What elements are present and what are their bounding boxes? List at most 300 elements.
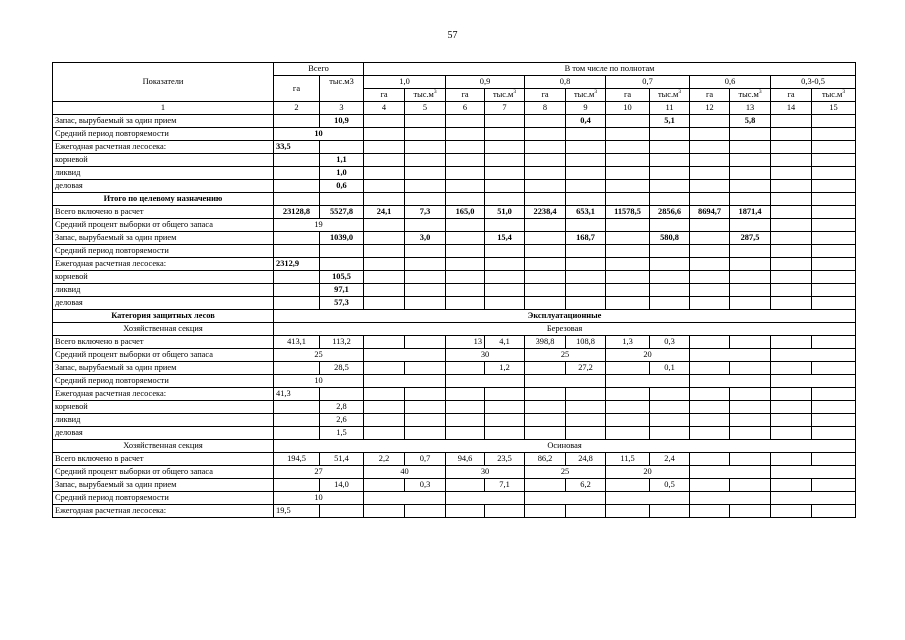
table-cell bbox=[274, 271, 320, 284]
column-number: 6 bbox=[446, 102, 485, 115]
table-row bbox=[53, 336, 856, 349]
table-cell bbox=[606, 271, 650, 284]
section-value: Эксплуатационные bbox=[274, 310, 856, 323]
table-row bbox=[53, 362, 856, 375]
table-cell bbox=[274, 245, 320, 258]
row-label: Ежегодная расчетная лесосека: bbox=[53, 258, 274, 271]
table-row bbox=[53, 427, 856, 440]
table-cell bbox=[606, 284, 650, 297]
table-cell bbox=[690, 115, 730, 128]
table-cell-spanned bbox=[446, 492, 525, 505]
row-label: корневой bbox=[53, 154, 274, 167]
row-label: Запас, вырубаемый за один прием bbox=[53, 479, 274, 492]
table-cell-spanned: 40 bbox=[364, 466, 446, 479]
table-cell bbox=[364, 219, 405, 232]
table-cell bbox=[812, 245, 856, 258]
table-cell: 6,2 bbox=[566, 479, 606, 492]
table-cell bbox=[485, 128, 525, 141]
table-cell: 0,5 bbox=[650, 479, 690, 492]
table-cell: 19,5 bbox=[274, 505, 320, 518]
table-cell bbox=[730, 336, 771, 349]
table-cell bbox=[566, 401, 606, 414]
table-cell bbox=[525, 232, 566, 245]
table-cell bbox=[730, 271, 771, 284]
table-cell bbox=[364, 193, 405, 206]
table-cell bbox=[606, 180, 650, 193]
table-cell bbox=[566, 284, 606, 297]
table-row bbox=[53, 297, 856, 310]
section-label: Хозяйственная секция bbox=[53, 323, 274, 336]
header-row-1 bbox=[53, 63, 856, 76]
table-cell bbox=[405, 115, 446, 128]
table-cell-spanned: 30 bbox=[446, 466, 525, 479]
table-cell bbox=[405, 245, 446, 258]
table-cell bbox=[446, 388, 485, 401]
table-cell bbox=[485, 271, 525, 284]
table-row bbox=[53, 466, 856, 479]
table-cell bbox=[812, 232, 856, 245]
table-cell bbox=[446, 167, 485, 180]
table-cell bbox=[606, 193, 650, 206]
table-cell bbox=[405, 427, 446, 440]
table-cell bbox=[812, 141, 856, 154]
table-cell bbox=[771, 154, 812, 167]
table-cell: 24,1 bbox=[364, 206, 405, 219]
table-cell: 11,5 bbox=[606, 453, 650, 466]
unit-text: тыс.м bbox=[413, 90, 434, 99]
table-cell bbox=[320, 258, 364, 271]
row-label: Всего включено в расчет bbox=[53, 336, 274, 349]
table-cell bbox=[566, 414, 606, 427]
table-cell bbox=[485, 245, 525, 258]
table-row bbox=[53, 167, 856, 180]
table-cell bbox=[274, 297, 320, 310]
table-cell bbox=[690, 427, 730, 440]
table-cell bbox=[485, 401, 525, 414]
table-cell bbox=[525, 362, 566, 375]
table-cell bbox=[364, 141, 405, 154]
table-cell bbox=[446, 271, 485, 284]
header-unit-tys-m3 bbox=[485, 89, 525, 102]
table-cell bbox=[274, 401, 320, 414]
table-cell: 1,5 bbox=[320, 427, 364, 440]
table-cell-spanned bbox=[364, 492, 446, 505]
table-cell bbox=[730, 154, 771, 167]
table-cell bbox=[771, 167, 812, 180]
table-cell bbox=[690, 336, 730, 349]
table-cell bbox=[812, 505, 856, 518]
table-cell bbox=[606, 414, 650, 427]
table-cell bbox=[485, 167, 525, 180]
header-vsego: Всего bbox=[274, 63, 364, 76]
table-cell: 398,8 bbox=[525, 336, 566, 349]
table-cell bbox=[606, 297, 650, 310]
table-cell bbox=[690, 388, 730, 401]
table-cell: 113,2 bbox=[320, 336, 364, 349]
table-cell bbox=[650, 388, 690, 401]
table-row bbox=[53, 349, 856, 362]
table-cell bbox=[446, 297, 485, 310]
table-row bbox=[53, 479, 856, 492]
table-cell bbox=[606, 479, 650, 492]
table-cell bbox=[690, 193, 730, 206]
header-unit-tys-m3 bbox=[730, 89, 771, 102]
row-label: Всего включено в расчет bbox=[53, 453, 274, 466]
table-cell bbox=[606, 258, 650, 271]
table-cell bbox=[690, 232, 730, 245]
table-cell bbox=[525, 193, 566, 206]
table-cell: 41,3 bbox=[274, 388, 320, 401]
table-cell: 105,5 bbox=[320, 271, 364, 284]
table-cell bbox=[405, 167, 446, 180]
table-cell bbox=[690, 128, 730, 141]
table-cell bbox=[405, 219, 446, 232]
row-label: ликвид bbox=[53, 414, 274, 427]
table-cell bbox=[730, 479, 771, 492]
table-cell bbox=[650, 128, 690, 141]
table-cell bbox=[690, 219, 730, 232]
table-cell bbox=[566, 180, 606, 193]
table-row bbox=[53, 414, 856, 427]
table-cell bbox=[525, 167, 566, 180]
table-row bbox=[53, 284, 856, 297]
table-cell bbox=[730, 128, 771, 141]
table-cell bbox=[566, 128, 606, 141]
table-cell bbox=[320, 388, 364, 401]
table-row bbox=[53, 258, 856, 271]
table-cell: 168,7 bbox=[566, 232, 606, 245]
table-cell-spanned: 25 bbox=[525, 349, 606, 362]
table-cell bbox=[446, 505, 485, 518]
row-label: Средний процент выборки от общего запаса bbox=[53, 219, 274, 232]
table-cell bbox=[405, 362, 446, 375]
table-cell bbox=[485, 284, 525, 297]
header-polnota-4: 0,7 bbox=[606, 76, 690, 89]
table-cell: 23,5 bbox=[485, 453, 525, 466]
table-cell bbox=[606, 154, 650, 167]
table-cell bbox=[364, 115, 405, 128]
table-cell bbox=[320, 193, 364, 206]
table-cell bbox=[446, 414, 485, 427]
table-cell: 24,8 bbox=[566, 453, 606, 466]
table-cell bbox=[812, 271, 856, 284]
table-cell bbox=[771, 453, 812, 466]
table-cell bbox=[525, 271, 566, 284]
table-cell-spanned bbox=[690, 375, 771, 388]
column-number: 3 bbox=[320, 102, 364, 115]
table-cell bbox=[730, 180, 771, 193]
table-cell bbox=[364, 336, 405, 349]
row-label: деловая bbox=[53, 180, 274, 193]
column-number: 1 bbox=[53, 102, 274, 115]
table-row bbox=[53, 206, 856, 219]
table-cell bbox=[650, 427, 690, 440]
table-cell bbox=[274, 362, 320, 375]
table-cell bbox=[650, 271, 690, 284]
table-cell bbox=[812, 479, 856, 492]
table-cell bbox=[650, 258, 690, 271]
table-cell bbox=[606, 232, 650, 245]
table-cell-spanned bbox=[606, 375, 690, 388]
row-label: Средний период повторяемости bbox=[53, 245, 274, 258]
table-cell: 11578,5 bbox=[606, 206, 650, 219]
table-cell: 2,2 bbox=[364, 453, 405, 466]
table-cell-spanned: 19 bbox=[274, 219, 364, 232]
table-cell-spanned: 20 bbox=[606, 466, 690, 479]
row-label: Запас, вырубаемый за один прием bbox=[53, 232, 274, 245]
table-cell bbox=[566, 388, 606, 401]
table-cell: 5,1 bbox=[650, 115, 690, 128]
table-cell bbox=[771, 206, 812, 219]
table-cell: 10,9 bbox=[320, 115, 364, 128]
table-cell bbox=[650, 141, 690, 154]
table-cell: 2,8 bbox=[320, 401, 364, 414]
table-cell bbox=[690, 141, 730, 154]
table-cell: 51,4 bbox=[320, 453, 364, 466]
table-cell bbox=[525, 258, 566, 271]
table-cell bbox=[771, 115, 812, 128]
table-cell bbox=[364, 232, 405, 245]
table-cell-spanned: 30 bbox=[446, 349, 525, 362]
unit-text: тыс.м bbox=[821, 90, 843, 99]
table-cell: 165,0 bbox=[446, 206, 485, 219]
table-cell bbox=[274, 232, 320, 245]
table-cell bbox=[485, 180, 525, 193]
table-cell-spanned: 25 bbox=[274, 349, 364, 362]
table-cell bbox=[485, 427, 525, 440]
table-cell bbox=[405, 128, 446, 141]
section-row-aspen bbox=[53, 440, 856, 453]
table-row bbox=[53, 375, 856, 388]
table-cell bbox=[525, 219, 566, 232]
table-cell bbox=[364, 427, 405, 440]
table-cell bbox=[364, 180, 405, 193]
table-cell bbox=[566, 258, 606, 271]
table-cell bbox=[650, 297, 690, 310]
row-label: деловая bbox=[53, 427, 274, 440]
table-cell bbox=[446, 245, 485, 258]
table-row bbox=[53, 401, 856, 414]
table-cell bbox=[274, 167, 320, 180]
table-cell bbox=[730, 388, 771, 401]
table-cell bbox=[690, 401, 730, 414]
table-cell bbox=[364, 258, 405, 271]
table-cell bbox=[812, 180, 856, 193]
table-cell: 413,1 bbox=[274, 336, 320, 349]
table-cell-spanned bbox=[525, 492, 606, 505]
table-cell: 2,6 bbox=[320, 414, 364, 427]
table-cell bbox=[274, 180, 320, 193]
table-cell bbox=[650, 167, 690, 180]
row-label: Средний период повторяемости bbox=[53, 492, 274, 505]
table-cell: 0,3 bbox=[650, 336, 690, 349]
table-cell bbox=[812, 427, 856, 440]
table-row bbox=[53, 180, 856, 193]
table-cell bbox=[405, 414, 446, 427]
table-cell: 580,8 bbox=[650, 232, 690, 245]
table-row bbox=[53, 492, 856, 505]
table-cell: 5527,8 bbox=[320, 206, 364, 219]
header-polnota-5: 0,6 bbox=[690, 76, 771, 89]
table-cell bbox=[274, 414, 320, 427]
table-cell bbox=[690, 258, 730, 271]
table-cell bbox=[405, 284, 446, 297]
table-cell bbox=[446, 232, 485, 245]
table-row bbox=[53, 388, 856, 401]
table-cell bbox=[771, 297, 812, 310]
table-cell bbox=[485, 115, 525, 128]
table-cell bbox=[405, 154, 446, 167]
unit-superscript: 3 bbox=[513, 89, 517, 96]
table-cell bbox=[405, 336, 446, 349]
table-cell bbox=[525, 141, 566, 154]
table-cell bbox=[690, 362, 730, 375]
table-cell bbox=[525, 414, 566, 427]
row-label: деловая bbox=[53, 297, 274, 310]
header-v-tom-chisle: В том числе по полнотам bbox=[364, 63, 856, 76]
header-vsego-tys-m3: тыс.м3 bbox=[320, 76, 364, 102]
table-cell: 27,2 bbox=[566, 362, 606, 375]
table-cell bbox=[405, 193, 446, 206]
table-cell bbox=[525, 115, 566, 128]
table-cell bbox=[771, 219, 812, 232]
table-cell bbox=[730, 414, 771, 427]
column-number: 11 bbox=[650, 102, 690, 115]
table-cell bbox=[771, 388, 812, 401]
table-cell bbox=[606, 427, 650, 440]
table-cell bbox=[525, 427, 566, 440]
table-cell bbox=[364, 245, 405, 258]
table-cell bbox=[525, 154, 566, 167]
table-cell-spanned bbox=[446, 375, 525, 388]
table-cell bbox=[446, 401, 485, 414]
table-cell bbox=[812, 453, 856, 466]
table-cell bbox=[485, 258, 525, 271]
unit-text: тыс.м bbox=[492, 90, 514, 99]
row-label: Всего включено в расчет bbox=[53, 206, 274, 219]
table-cell: 0,3 bbox=[405, 479, 446, 492]
header-unit-ga: га bbox=[446, 89, 485, 102]
table-cell bbox=[525, 479, 566, 492]
row-label: Ежегодная расчетная лесосека: bbox=[53, 388, 274, 401]
table-cell bbox=[771, 258, 812, 271]
table-cell bbox=[446, 115, 485, 128]
header-polnota-1: 1,0 bbox=[364, 76, 446, 89]
table-cell: 2856,6 bbox=[650, 206, 690, 219]
table-cell bbox=[525, 128, 566, 141]
row-label: Ежегодная расчетная лесосека: bbox=[53, 141, 274, 154]
table-cell bbox=[525, 505, 566, 518]
table-cell bbox=[566, 141, 606, 154]
table-cell: 3,0 bbox=[405, 232, 446, 245]
row-label: Средний процент выборки от общего запаса bbox=[53, 349, 274, 362]
table-cell bbox=[364, 414, 405, 427]
section-row-category bbox=[53, 310, 856, 323]
row-label: ликвид bbox=[53, 167, 274, 180]
table-cell bbox=[364, 284, 405, 297]
section-value: Осиновая bbox=[274, 440, 856, 453]
table-cell bbox=[730, 245, 771, 258]
table-cell bbox=[690, 297, 730, 310]
table-cell bbox=[320, 505, 364, 518]
table-cell bbox=[364, 362, 405, 375]
table-cell bbox=[525, 401, 566, 414]
table-cell: 1871,4 bbox=[730, 206, 771, 219]
row-label: Средний период повторяемости bbox=[53, 128, 274, 141]
table-cell bbox=[812, 388, 856, 401]
table-cell bbox=[485, 193, 525, 206]
table-cell: 15,4 bbox=[485, 232, 525, 245]
header-polnota-3: 0,8 bbox=[525, 76, 606, 89]
table-cell bbox=[730, 284, 771, 297]
table-cell bbox=[812, 206, 856, 219]
table-cell bbox=[650, 284, 690, 297]
column-number: 15 bbox=[812, 102, 856, 115]
table-cell bbox=[446, 180, 485, 193]
table-cell bbox=[274, 154, 320, 167]
table-cell bbox=[650, 505, 690, 518]
column-number: 9 bbox=[566, 102, 606, 115]
table-cell bbox=[364, 271, 405, 284]
table-row bbox=[53, 245, 856, 258]
section-label: Хозяйственная секция bbox=[53, 440, 274, 453]
header-polnota-6: 0,3-0,5 bbox=[771, 76, 856, 89]
table-cell bbox=[812, 297, 856, 310]
table-row bbox=[53, 115, 856, 128]
table-cell: 7,1 bbox=[485, 479, 525, 492]
table-cell: 653,1 bbox=[566, 206, 606, 219]
table-cell bbox=[566, 245, 606, 258]
table-cell bbox=[525, 388, 566, 401]
header-unit-ga: га bbox=[690, 89, 730, 102]
table-cell-spanned bbox=[690, 492, 771, 505]
table-cell: 7,3 bbox=[405, 206, 446, 219]
table-cell bbox=[606, 115, 650, 128]
table-cell bbox=[606, 362, 650, 375]
table-cell bbox=[690, 284, 730, 297]
table-cell bbox=[446, 219, 485, 232]
table-cell bbox=[274, 284, 320, 297]
page-number: 57 bbox=[447, 30, 458, 41]
table-cell-spanned bbox=[690, 349, 771, 362]
table-cell: 0,7 bbox=[405, 453, 446, 466]
section-row-itogo bbox=[53, 193, 856, 206]
table-row bbox=[53, 271, 856, 284]
table-cell bbox=[485, 219, 525, 232]
table-cell bbox=[690, 479, 730, 492]
table-cell bbox=[690, 414, 730, 427]
table-cell bbox=[771, 401, 812, 414]
table-cell bbox=[730, 167, 771, 180]
header-unit-tys-m3 bbox=[812, 89, 856, 102]
table-cell bbox=[364, 479, 405, 492]
table-cell bbox=[690, 453, 730, 466]
table-cell bbox=[405, 505, 446, 518]
table-cell bbox=[446, 141, 485, 154]
table-row bbox=[53, 232, 856, 245]
table-cell bbox=[446, 427, 485, 440]
table-cell-spanned bbox=[364, 375, 446, 388]
table-cell: 2312,9 bbox=[274, 258, 320, 271]
table-cell bbox=[364, 167, 405, 180]
table-cell bbox=[812, 193, 856, 206]
table-cell bbox=[812, 258, 856, 271]
table-cell: 94,6 bbox=[446, 453, 485, 466]
table-cell bbox=[606, 388, 650, 401]
row-label: корневой bbox=[53, 271, 274, 284]
table-cell bbox=[812, 401, 856, 414]
table-cell bbox=[405, 180, 446, 193]
